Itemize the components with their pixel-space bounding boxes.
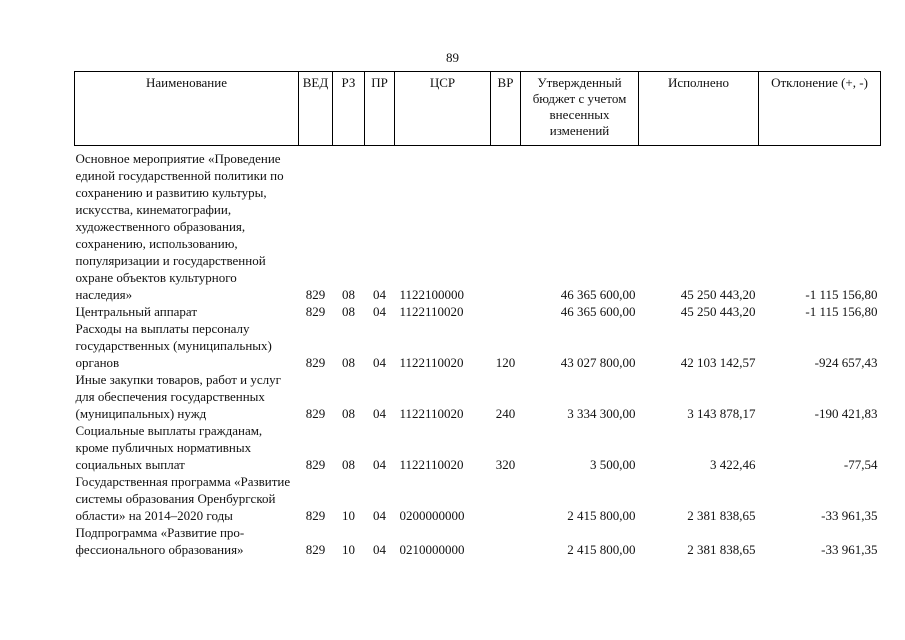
row-ved: 829 bbox=[305, 304, 326, 319]
row-ved: 829 bbox=[305, 508, 326, 523]
row-pr: 04 bbox=[373, 406, 386, 421]
row-rz: 10 bbox=[342, 542, 355, 557]
table-row bbox=[75, 303, 881, 320]
header-vr: ВР bbox=[491, 72, 521, 146]
row-deviation: -77,54 bbox=[843, 457, 878, 472]
row-executed: 45 250 443,20 bbox=[680, 287, 756, 302]
row-rz: 10 bbox=[342, 508, 355, 523]
row-pr: 04 bbox=[373, 304, 386, 319]
row-name: Подпрограмма «Развитие профессионального образования» bbox=[75, 525, 245, 557]
row-vr bbox=[491, 473, 521, 524]
row-csr: 1122110020 bbox=[399, 355, 464, 370]
row-executed: 2 381 838,65 bbox=[687, 508, 756, 523]
table-row bbox=[75, 422, 881, 473]
header-rz: РЗ bbox=[333, 72, 365, 146]
table-row bbox=[75, 320, 881, 371]
row-approved: 3 500,00 bbox=[590, 457, 636, 472]
row-deviation: -924 657,43 bbox=[814, 355, 878, 370]
row-approved: 46 365 600,00 bbox=[560, 287, 636, 302]
row-pr: 04 bbox=[373, 508, 386, 523]
row-executed: 45 250 443,20 bbox=[680, 304, 756, 319]
row-approved: 43 027 800,00 bbox=[560, 355, 636, 370]
header-approved: Утвержденный бюджет с учетом внесенных изменений bbox=[521, 72, 639, 146]
header-row bbox=[75, 72, 881, 146]
table-header bbox=[75, 72, 881, 146]
row-rz: 08 bbox=[342, 304, 355, 319]
row-name: Государственная программа «Развитие системы образования Оренбургской области» на 2014–2020 годы bbox=[75, 474, 291, 523]
row-deviation: -1 115 156,80 bbox=[805, 304, 878, 319]
row-name: Социальные выплаты гражданам, кроме публичных нормативных социальных выплат bbox=[75, 423, 263, 472]
row-executed: 42 103 142,57 bbox=[680, 355, 756, 370]
row-ved: 829 bbox=[305, 406, 326, 421]
row-csr: 1122110020 bbox=[399, 457, 464, 472]
row-ved: 829 bbox=[305, 542, 326, 557]
row-deviation: -1 115 156,80 bbox=[805, 287, 878, 302]
row-csr: 1122110020 bbox=[399, 406, 464, 421]
row-executed: 3 422,46 bbox=[710, 457, 756, 472]
row-name: Расходы на выплаты персоналу государственных (муниципальных) органов bbox=[75, 321, 272, 370]
row-deviation: -33 961,35 bbox=[821, 542, 878, 557]
row-pr: 04 bbox=[373, 355, 386, 370]
row-csr: 1122110020 bbox=[399, 304, 464, 319]
row-ved: 829 bbox=[305, 287, 326, 302]
header-name: Наименование bbox=[75, 72, 299, 146]
row-approved: 2 415 800,00 bbox=[567, 542, 636, 557]
row-vr bbox=[491, 303, 521, 320]
table-row bbox=[75, 524, 881, 558]
row-name: Основное мероприятие «Проведение единой государственной политики по сохранению и развитию культуры, искусства, кинематографии, художественного образования, сохранению, использованию, популяризации и государственной охране объектов культурного наследия» bbox=[75, 151, 284, 302]
row-vr: 240 bbox=[495, 406, 516, 421]
header-deviation: Отклонение (+, -) bbox=[759, 72, 881, 146]
row-ved: 829 bbox=[305, 355, 326, 370]
header-csr: ЦСР bbox=[395, 72, 491, 146]
row-pr: 04 bbox=[373, 542, 386, 557]
row-name: Иные закупки товаров, работ и услуг для обеспечения государственных (муниципальных) нужд bbox=[75, 372, 281, 421]
row-csr: 0200000000 bbox=[399, 508, 465, 523]
row-rz: 08 bbox=[342, 406, 355, 421]
row-rz: 08 bbox=[342, 355, 355, 370]
row-deviation: -190 421,83 bbox=[814, 406, 878, 421]
row-pr: 04 bbox=[373, 457, 386, 472]
header-ved: ВЕД bbox=[299, 72, 333, 146]
header-executed: Исполнено bbox=[639, 72, 759, 146]
page-number: 89 bbox=[446, 50, 459, 65]
row-vr bbox=[491, 524, 521, 558]
row-ved: 829 bbox=[305, 457, 326, 472]
header-pr: ПР bbox=[365, 72, 395, 146]
row-name: Центральный аппарат bbox=[75, 304, 198, 319]
row-pr: 04 bbox=[373, 287, 386, 302]
table-body bbox=[75, 146, 881, 559]
row-executed: 2 381 838,65 bbox=[687, 542, 756, 557]
row-deviation: -33 961,35 bbox=[821, 508, 878, 523]
row-approved: 3 334 300,00 bbox=[567, 406, 636, 421]
row-approved: 46 365 600,00 bbox=[560, 304, 636, 319]
row-vr bbox=[491, 146, 521, 304]
row-vr: 320 bbox=[495, 457, 516, 472]
table-row bbox=[75, 371, 881, 422]
budget-table bbox=[74, 71, 881, 558]
row-csr: 0210000000 bbox=[399, 542, 465, 557]
row-approved: 2 415 800,00 bbox=[567, 508, 636, 523]
row-rz: 08 bbox=[342, 287, 355, 302]
row-rz: 08 bbox=[342, 457, 355, 472]
table-row bbox=[75, 146, 881, 304]
table-row bbox=[75, 473, 881, 524]
row-executed: 3 143 878,17 bbox=[687, 406, 756, 421]
row-vr: 120 bbox=[495, 355, 516, 370]
row-csr: 1122100000 bbox=[399, 287, 465, 302]
